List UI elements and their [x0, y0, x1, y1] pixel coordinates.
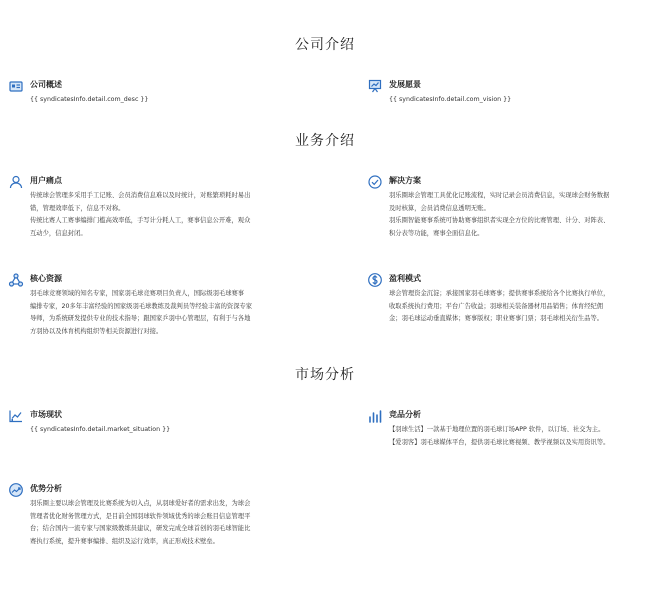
pain-line: 传统球会管理多采用手工记账、会员消费信息难以及时统计，对账繁琐耗时易出 — [30, 192, 251, 199]
advantage-title: 优势分析 — [30, 484, 62, 493]
user-icon — [8, 174, 24, 190]
resources-line: 方羽协以及体育机构组织等相关资源进行对接。 — [30, 327, 163, 335]
dollar-icon — [367, 272, 383, 288]
resources-line: 羽毛球竞赛领域的知名专家，国家羽毛球竞赛项目负责人，国际级羽毛球赛事 — [30, 290, 245, 297]
profit-line: 金；羽毛球运动垂直媒体；赛事版权；职业赛事门票；羽毛球相关衍生品等。 — [389, 315, 604, 322]
network-icon — [8, 272, 24, 288]
company-overview-title: 公司概述 — [30, 80, 62, 89]
section-title-market: 市场分析 — [295, 367, 355, 383]
profit-model-text — [389, 288, 609, 326]
competitor-line: 【爱羽客】羽毛球媒体平台，提供羽毛球比赛视频、教学视频以及实用资讯等。 — [389, 438, 610, 446]
company-vision-text: {{ syndicatesInfo.detail.com_vision }} — [389, 96, 512, 103]
pain-line: 传统比赛人工赛事编排门槛高效率低，手写计分耗人工，赛事信息公开难，观众 — [30, 217, 251, 224]
company-vision-block — [367, 78, 647, 108]
market-status-block — [8, 408, 308, 438]
profit-line: 收取系统执行费用；平台广告收益；羽球相关装备器材用品销售；体育经纪佣 — [389, 302, 604, 310]
resources-line: 编排专家，20多年丰富经验的国家级羽毛球教练及裁判员等经验丰富的资深专家 — [30, 302, 253, 310]
core-resources-title: 核心资源 — [30, 274, 62, 283]
growth-icon — [8, 482, 24, 498]
competitor-text — [389, 424, 609, 449]
solution-title: 解决方案 — [389, 176, 421, 185]
company-vision-title: 发展愿景 — [389, 80, 421, 89]
market-status-title: 市场现状 — [30, 410, 62, 419]
profit-line: 球会管理资金沉淀；承接国家羽毛球赛事；提供赛事系统给各个比赛执行单位， — [389, 290, 610, 297]
solution-line: 积分表等功能，赛事全面信息化。 — [389, 229, 484, 237]
core-resources-text — [30, 288, 252, 338]
pain-line: 互动少，信息封闭。 — [30, 229, 87, 237]
advantage-text — [30, 498, 250, 548]
profit-model-block — [367, 272, 647, 332]
competitor-title: 竞品分析 — [389, 410, 421, 419]
solution-block — [367, 174, 647, 244]
trend-chart-icon — [8, 408, 24, 424]
advantage-block — [8, 482, 308, 552]
solution-line: 羽乐圈球会管理工具优化记账流程，实时记录会员消费信息，实现球会财务数据 — [389, 192, 610, 199]
advantage-line: 赛执行系统，提升赛事编排、组织及运行效率，真正形成技术壁垒。 — [30, 537, 219, 545]
bar-chart-icon — [367, 408, 383, 424]
advantage-line: 羽乐圈主要以球会管理及比赛系统为切入点，从羽球爱好者的需求出发，为球会 — [30, 500, 251, 507]
core-resources-block — [8, 272, 308, 342]
company-overview-text: {{ syndicatesInfo.detail.com_desc }} — [30, 96, 149, 103]
section-title-company: 公司介绍 — [295, 37, 355, 53]
solution-line: 及时核算，会员消费信息透明无账。 — [389, 204, 490, 212]
resources-line: 导师，为系统研发提供专业的技术指导；跟国家乒羽中心管理层，有利于与各地 — [30, 315, 251, 322]
company-overview-block — [8, 78, 308, 108]
pain-points-block — [8, 174, 308, 244]
pain-line: 错，管理效率低下，信息不对称。 — [30, 204, 125, 212]
advantage-line: 管理者优化财务管理方式，是目前全国羽球软件领域优秀的球会账目信息管理平 — [30, 512, 251, 520]
market-status-text: {{ syndicatesInfo.detail.market_situation }} — [30, 426, 171, 433]
pain-points-title: 用户痛点 — [30, 176, 62, 185]
profit-model-title: 盈利模式 — [389, 274, 421, 283]
section-title-business: 业务介绍 — [295, 133, 355, 149]
pain-points-text — [30, 190, 250, 240]
id-card-icon — [8, 78, 24, 94]
presentation-icon — [367, 78, 383, 94]
competitor-block — [367, 408, 647, 453]
solution-text — [389, 190, 609, 240]
advantage-line: 台；结合国内一流专家与国家级教练员建议，研发完成全球首创的羽毛球智能比 — [30, 525, 251, 532]
competitor-line: 【羽球生活】一款基于地理位置的羽毛球订场APP 软件，以订场、社交为主。 — [389, 426, 605, 433]
solution-line: 羽乐圈智能赛事系统可协助赛事组织者实现全方位的比赛管理、计分、对阵表、 — [389, 217, 610, 224]
check-circle-icon — [367, 174, 383, 190]
